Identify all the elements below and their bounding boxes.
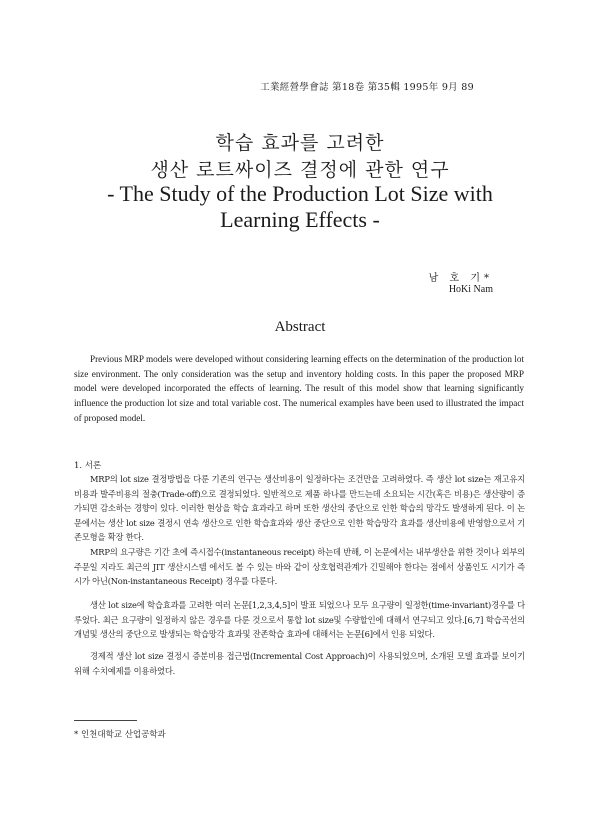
title-korean-line2: 생산 로트싸이즈 결정에 관한 연구 [150, 159, 450, 181]
body-paragraph: MRP의 요구량은 기간 초에 즉시접수(instantaneous receipt) 하는데 반해, 이 논문에서는 내부생산을 위한 것이나 외부의 주문일 지라도 최근의 JIT 생산시스템 에서도 볼 수 있는 바와 같이 상호협력관계가 긴밀해야 한다는 점에서 상품인도 시기가 즉시가 아닌(Non-instantaneous Receipt) 경우를 다룬다. [74, 547, 525, 586]
author-name-english: HoKi Nam [448, 284, 493, 295]
section-heading-introduction: 1. 서론 [74, 461, 102, 471]
body-paragraph: MRP의 lot size 결정방법을 다룬 기존의 연구는 생산비용이 일정하다는 조건만을 고려하였다. 즉 생산 lot size는 재고유지 비용과 발주비용의 절충(Trade-off)으로 결정되었다. 일반적으로 제품 하나를 만드는데 소요되는 시간(혹은 비용)은 생산량이 증가되면 감소하는 경향이 있다. 이러한 현상을 학습 효과라고 하며 또한 생산의 중단으로 인한 학습의 망각도 발생하게 된다. 이 논문에서는 생산 lot size 결정시 연속 생산으로 인한 학습효과와 생산 중단으로 인한 학습망각 효과를 생산비용에 반영함으로서 기존모형을 확장 한다. [74, 474, 525, 542]
footnote-divider [74, 720, 137, 721]
title-english-line1: - The Study of the Production Lot Size with [107, 181, 493, 206]
title-korean-line1: 학습 효과를 고려한 [215, 132, 385, 154]
journal-header: 工業經營學會誌 第18卷 第35輯 1995年 9月 89 [260, 82, 474, 93]
body-paragraph: 생산 lot size에 학습효과를 고려한 여러 논문[1,2,3,4,5]이 발표 되었으나 모두 요구량이 일정한(time-invariant)경우를 다루었다. 최근 요구량이 일정하지 않은 경우를 다룬 것으로서 통합 lot size및 수량할인에 대해서 연구되고 있다.[6,7] 학습곡선의 개념및 생산의 중단으로 발생되는 학습망각 효과및 잔존학습 효과에 대해서는 논문[6]에서 인용 되었다. [74, 600, 525, 639]
author-affiliation-footnote: * 인천대학교 산업공학과 [74, 730, 166, 740]
abstract-text: Previous MRP models were developed without considering learning effects on the determination of the production lot size environment. The only consideration was the setup and inventory holding costs. In this paper the proposed MRP model were developed incorporated the effects of learning. The result of this model show that learning significantly influence the production lot size and total variable cost. The numerical examples have been used to illustrated the impact of proposed model. [74, 354, 524, 423]
abstract-heading: Abstract [274, 319, 326, 335]
author-name-korean: 남 호 기* [428, 273, 493, 284]
body-paragraph: 경제적 생산 lot size 결정시 증분비용 접근법(Incremental Cost Approach)이 사용되었으며, 소개된 모델 효과를 보이기 위해 수치예제를 이용하였다. [74, 651, 525, 676]
title-english-line2: Learning Effects - [220, 207, 380, 232]
